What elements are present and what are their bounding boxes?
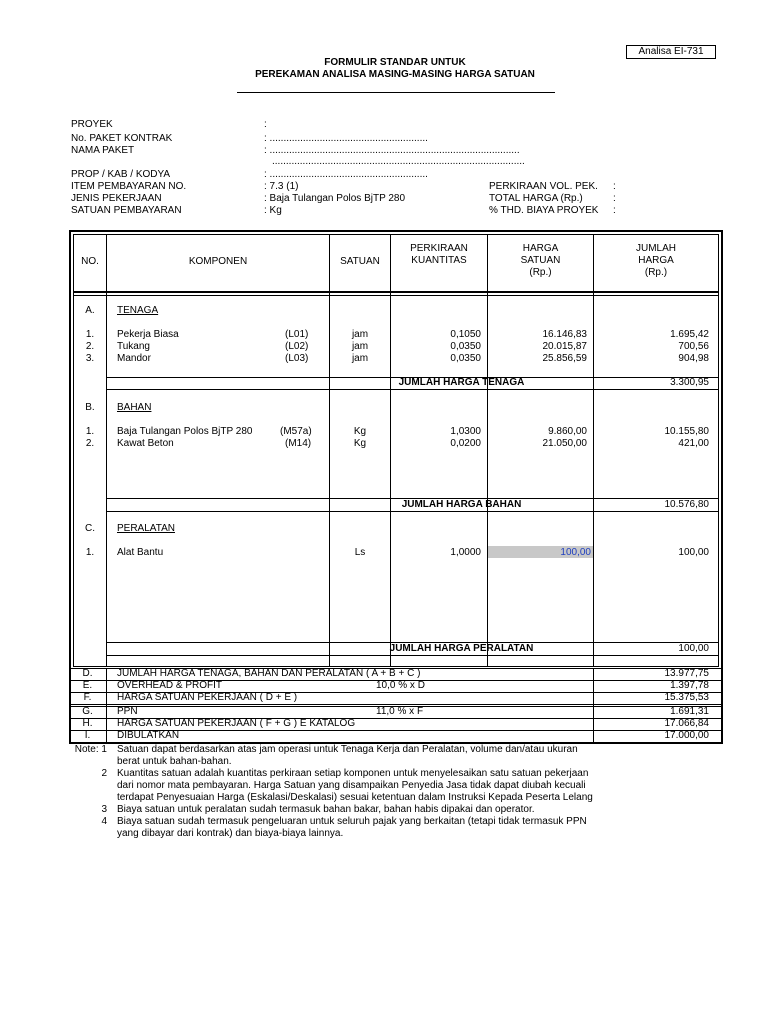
peralatan-row-name: Alat Bantu	[117, 547, 164, 558]
peralatan-row-unit: Ls	[354, 547, 366, 558]
summary-code: F.	[83, 692, 92, 703]
vol-value: :	[613, 181, 616, 192]
peralatan-row-no: 1.	[85, 547, 95, 558]
header-jumlah-line2: HARGA	[638, 255, 674, 266]
summary-value: 17.000,00	[664, 730, 709, 741]
header-jumlah-line1: JUMLAH	[635, 243, 676, 254]
summary-code: I.	[84, 730, 91, 741]
biaya-label: % THD. BIAYA PROYEK	[489, 205, 599, 216]
summary-label: PPN	[117, 706, 138, 717]
header-no: NO.	[81, 256, 99, 267]
tenaga-row-qty: 0,1050	[450, 329, 481, 340]
tenaga-row-price: 20.015,87	[542, 341, 587, 352]
tenaga-row-qty: 0,0350	[450, 353, 481, 364]
section-a-code: A.	[85, 305, 95, 316]
satuan-value: : Kg	[264, 205, 282, 216]
bahan-row-price: 21.050,00	[542, 438, 587, 449]
peralatan-row-qty: 1,0000	[450, 547, 481, 558]
bahan-row-unit: Kg	[353, 438, 367, 449]
bahan-row-name: Baja Tulangan Polos BjTP 280	[117, 426, 253, 437]
jenis-value: : Baja Tulangan Polos BjTP 280	[264, 193, 406, 204]
note-item	[70, 816, 630, 840]
note-number: Note: 1	[74, 744, 107, 755]
section-c-code: C.	[85, 523, 95, 534]
prop-value: : .........................................................	[264, 169, 428, 180]
note-number: 2	[101, 768, 107, 779]
satuan-label: SATUAN PEMBAYARAN	[71, 205, 182, 216]
header-harga-line3: (Rp.)	[529, 267, 552, 278]
summary-value: 15.375,53	[664, 692, 709, 703]
bahan-sum-label: JUMLAH HARGA BAHAN	[401, 499, 522, 510]
header-kuantitas-line2: KUANTITAS	[411, 255, 467, 266]
proyek-value: :	[264, 119, 267, 130]
summary-code: G.	[82, 706, 93, 717]
note-number: 4	[101, 816, 107, 827]
summary-label: HARGA SATUAN PEKERJAAN ( D + E )	[117, 692, 298, 703]
note-text: Kuantitas satuan adalah kuantitas perkiraan setiap komponen untuk menyelesaikan satu satuan pekerjaan dari nomor mata pembayaran. Harga Satuan yang disampaikan Penyedia Jasa tidak dapat diubah kecuali terdapat Penyesuaian Harga (Eskalasi/Deskalasi) sesuai ketentuan dalam Instruksi Kepada Peserta Lelang	[117, 768, 593, 803]
tenaga-row-price: 25.856,59	[542, 353, 587, 364]
prop-label: PROP / KAB / KODYA	[71, 169, 171, 180]
summary-value: 1.691,31	[670, 706, 709, 717]
summary-code: D.	[82, 668, 93, 679]
section-b-code: B.	[85, 402, 95, 413]
bahan-row-price: 9.860,00	[548, 426, 587, 437]
item-value: : 7.3 (1)	[264, 181, 299, 192]
summary-value: 13.977,75	[664, 668, 709, 679]
bahan-row-total: 10.155,80	[664, 426, 709, 437]
note-text: Satuan dapat berdasarkan atas jam operasi untuk Tenaga Kerja dan Peralatan, volume dan/atau ukuran berat untuk bahan-bahan.	[117, 744, 578, 767]
tenaga-row-total: 904,98	[678, 353, 709, 364]
nama-paket-value: : ..........................................................................................	[264, 145, 520, 156]
bahan-sum-value: 10.576,80	[664, 499, 709, 510]
section-b-title: BAHAN	[117, 402, 152, 413]
bahan-row-qty: 0,0200	[450, 438, 481, 449]
tenaga-row-qty: 0,0350	[450, 341, 481, 352]
tenaga-row-price: 16.146,83	[542, 329, 587, 340]
tenaga-sum-label: JUMLAH HARGA TENAGA	[398, 377, 525, 388]
tenaga-sum-value: 3.300,95	[670, 377, 709, 388]
total-value: :	[613, 193, 616, 204]
tenaga-row-unit: jam	[351, 341, 369, 352]
paket-kontrak-label: No. PAKET KONTRAK	[71, 133, 173, 144]
summary-code: E.	[82, 680, 93, 691]
tenaga-row-name: Pekerja Biasa	[117, 329, 179, 340]
peralatan-sum-label: JUMLAH HARGA PERALATAN	[389, 643, 534, 654]
tenaga-row-code: (L01)	[285, 329, 309, 340]
analysis-table	[69, 230, 723, 745]
summary-formula: 10,0 % x D	[376, 680, 425, 691]
section-a-title: TENAGA	[117, 305, 159, 316]
notes-section	[70, 744, 630, 840]
title-divider	[237, 92, 555, 93]
summary-code: H.	[82, 718, 93, 729]
summary-label: HARGA SATUAN PEKERJAAN ( F + G ) E KATALOG	[117, 718, 356, 729]
header-harga-line2: SATUAN	[520, 255, 561, 266]
section-c-title: PERALATAN	[117, 523, 175, 534]
note-text: Biaya satuan sudah termasuk pengeluaran untuk seluruh pajak yang berkaitan (tetapi tidak termasuk PPN yang dibayar dari kontrak) dan biaya-biaya lainnya.	[117, 816, 587, 839]
bahan-row-name: Kawat Beton	[117, 438, 174, 449]
peralatan-sum-value: 100,00	[678, 643, 709, 654]
bahan-row-no: 2.	[85, 438, 95, 449]
peralatan-row-total: 100,00	[678, 547, 709, 558]
note-item	[70, 768, 630, 804]
note-text: Biaya satuan untuk peralatan sudah termasuk bahan bakar, bahan habis dipakai dan operator.	[117, 804, 535, 815]
summary-value: 1.397,78	[670, 680, 709, 691]
summary-label: JUMLAH HARGA TENAGA, BAHAN DAN PERALATAN ( A + B + C )	[117, 668, 421, 679]
proyek-label: PROYEK	[71, 119, 113, 130]
bahan-row-no: 1.	[85, 426, 95, 437]
header-satuan: SATUAN	[340, 256, 380, 267]
total-label: TOTAL HARGA (Rp.)	[489, 193, 583, 204]
tenaga-row-no: 1.	[85, 329, 95, 340]
analysis-reference-box: Analisa EI-731	[626, 45, 716, 59]
tenaga-row-no: 3.	[85, 353, 95, 364]
tenaga-row-total: 700,56	[678, 341, 709, 352]
header-harga-line1: HARGA	[522, 243, 559, 254]
tenaga-row-unit: jam	[351, 329, 369, 340]
note-item	[70, 744, 630, 768]
bahan-row-total: 421,00	[678, 438, 709, 449]
tenaga-row-code: (L02)	[285, 341, 309, 352]
header-komponen: KOMPONEN	[188, 256, 248, 267]
tenaga-row-total: 1.695,42	[670, 329, 709, 340]
jenis-label: JENIS PEKERJAAN	[71, 193, 162, 204]
summary-value: 17.066,84	[664, 718, 709, 729]
form-subtitle: PEREKAMAN ANALISA MASING-MASING HARGA SATUAN	[255, 69, 535, 80]
bahan-row-qty: 1,0300	[450, 426, 481, 437]
tenaga-row-unit: jam	[351, 353, 369, 364]
summary-label: OVERHEAD & PROFIT	[117, 680, 223, 691]
peralatan-row-price[interactable]: 100,00	[560, 547, 591, 558]
bahan-row-unit: Kg	[353, 426, 367, 437]
bahan-row-code: (M14)	[285, 438, 312, 449]
biaya-value: :	[613, 205, 616, 216]
header-kuantitas-line1: PERKIRAAN	[410, 243, 468, 254]
tenaga-row-no: 2.	[85, 341, 95, 352]
tenaga-row-name: Mandor	[117, 353, 151, 364]
form-title: FORMULIR STANDAR UNTUK	[324, 57, 466, 68]
tenaga-row-name: Tukang	[117, 341, 150, 352]
summary-formula: 11,0 % x F	[376, 706, 424, 717]
note-number: 3	[101, 804, 107, 815]
nama-paket-label: NAMA PAKET	[71, 145, 135, 156]
item-label: ITEM PEMBAYARAN NO.	[71, 181, 187, 192]
tenaga-row-code: (L03)	[285, 353, 309, 364]
header-jumlah-line3: (Rp.)	[644, 267, 668, 278]
summary-label: DIBULATKAN	[117, 730, 180, 741]
note-item	[70, 804, 630, 816]
bahan-row-code: (M57a)	[280, 426, 312, 437]
paket-kontrak-value: : .........................................................	[264, 133, 428, 144]
vol-label: PERKIRAAN VOL. PEK.	[489, 181, 598, 192]
nama-paket-value-line2: ...........................................................................................	[272, 156, 525, 167]
